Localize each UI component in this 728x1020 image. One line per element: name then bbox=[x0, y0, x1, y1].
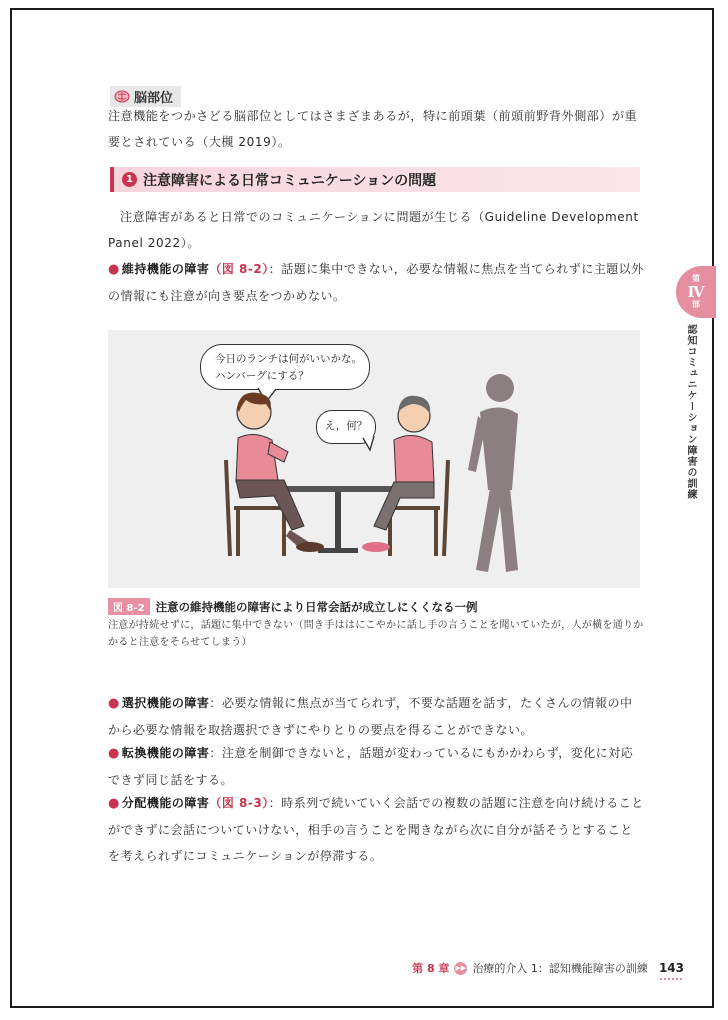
figure-title: 注意の維持機能の障害により日常会話が成立しにくくなる一例 bbox=[155, 599, 478, 614]
bullet-term: 維持機能の障害 bbox=[121, 262, 210, 276]
bullet-term: 選択機能の障害 bbox=[121, 696, 210, 710]
part-tab-top: 第 bbox=[692, 274, 700, 283]
conversation-illustration bbox=[108, 330, 640, 588]
bullet-switching bbox=[108, 740, 644, 793]
intro-text: 注意障害があると日常でのコミュニケーションに問題が生じる（Guideline Development Panel 2022）。 bbox=[108, 210, 639, 250]
chapter-chevron-icon: ▶▶ bbox=[454, 962, 467, 975]
section-title: 注意障害による日常コミュニケーションの問題 bbox=[143, 172, 437, 189]
footer-chapter: 第 8 章 bbox=[412, 962, 450, 975]
bullet-text: ：話題に集中できない，必要な情報に焦点を当てられずに主題以外の情報にも注意が向き要点をつかめない。 bbox=[108, 262, 644, 303]
bullet-dot: ● bbox=[108, 696, 120, 711]
brain-label-text: 脳部位 bbox=[134, 91, 174, 106]
bullet-division bbox=[108, 790, 644, 869]
part-tab-roman: Ⅳ bbox=[687, 283, 705, 301]
bullet-selection bbox=[108, 690, 644, 743]
speech-bubble-what: え，何？ bbox=[316, 410, 376, 444]
bullet-term: 分配機能の障害 bbox=[121, 796, 210, 810]
figure-illustration bbox=[108, 330, 640, 588]
speech-line-2: ハンバーグにする？ bbox=[215, 370, 309, 382]
part-tab-bottom: 部 bbox=[692, 300, 700, 309]
bullet-maintenance bbox=[108, 256, 644, 309]
figure-ref[interactable]: （図 8-2） bbox=[209, 262, 269, 276]
figure-description: 注意が持続せずに，話題に集中できない（問き手ははにこやかに話し手の言うことを聞いていたが，人が横を通りかかると注意をそらせてしまう） bbox=[108, 620, 644, 648]
section-number: 1 bbox=[122, 172, 137, 187]
bullet-text: ：注意を制御できないと，話題が変わっているにもかかわらず，変化に対応できず同じ話をする。 bbox=[108, 746, 634, 787]
bullet-dot: ● bbox=[108, 262, 120, 277]
figure-tag: 図 8-2 bbox=[108, 598, 150, 615]
page-footer bbox=[412, 960, 684, 976]
bullet-dot: ● bbox=[108, 746, 120, 761]
bullet-text: ：時系列で続いていく会話での複数の話題に注意を向け続けることができずに会話についていけない，相手の言うことを聞きながら次に自分が話そうとすることを考えられずにコミュニケーションが停滞する。 bbox=[108, 796, 644, 863]
part-title-vertical: 認知コミュニケーション障害の訓練 bbox=[685, 324, 696, 500]
figure-caption bbox=[108, 598, 478, 615]
footer-dots bbox=[660, 978, 682, 980]
bullet-text: ：必要な情報に焦点が当てられず，不要な話題を話す，たくさんの情報の中から必要な情報を取捨選択できずにやりとりの要点を得ることができない。 bbox=[108, 696, 633, 737]
brain-paragraph: 注意機能をつかさどる脳部位としてはさまざまあるが，特に前頭葉（前頭前野背外側部）が重要とされている（大槻 2019）。 bbox=[108, 109, 638, 149]
bullet-dot: ● bbox=[108, 796, 120, 811]
page-number: 143 bbox=[658, 961, 684, 975]
section-heading bbox=[110, 167, 640, 192]
brain-icon bbox=[114, 90, 130, 103]
intro-paragraph bbox=[108, 204, 640, 256]
speech-line-1: 今日のランチは何がいいかな。 bbox=[215, 353, 362, 365]
bullet-term: 転換機能の障害 bbox=[121, 746, 210, 760]
figure-ref[interactable]: （図 8-3） bbox=[209, 796, 269, 810]
footer-chapter-title: 治療的介入 1：認知機能障害の訓練 bbox=[472, 962, 648, 975]
